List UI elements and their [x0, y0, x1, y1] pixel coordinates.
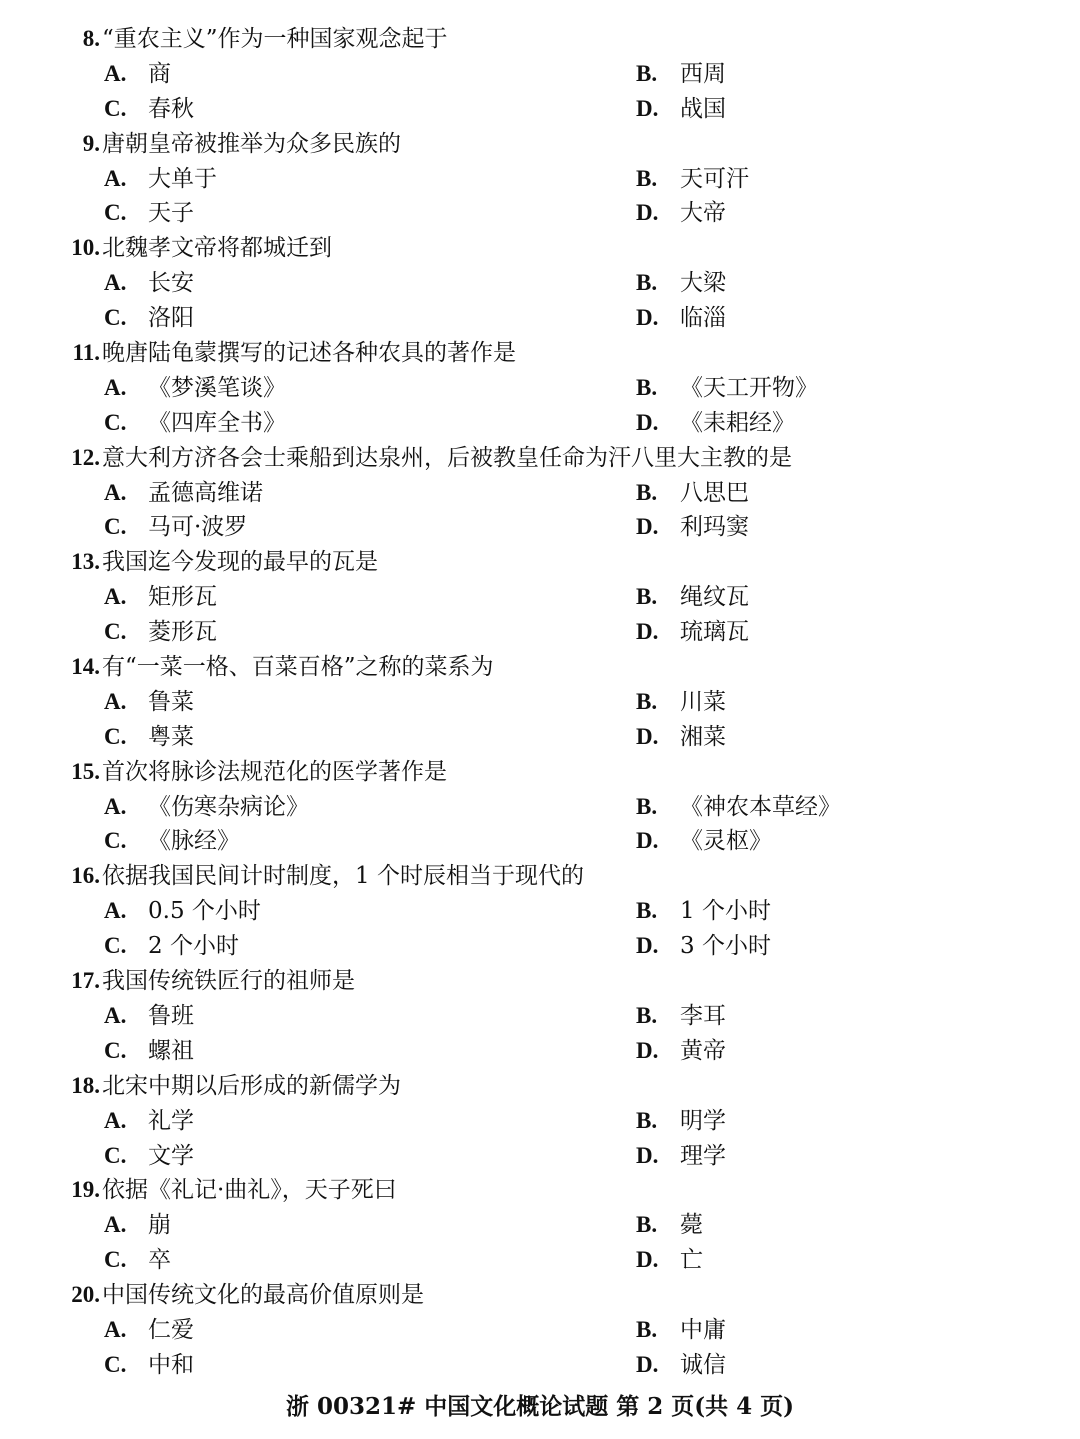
- option-letter: C.: [104, 305, 127, 331]
- question-item: [0, 336, 1080, 441]
- option-text: 商: [148, 60, 171, 87]
- question-number: 19.: [71, 1177, 100, 1203]
- question-item: [0, 545, 1080, 650]
- answer-option: [104, 196, 194, 231]
- answer-option: [636, 580, 749, 615]
- answer-option: [104, 1243, 171, 1278]
- question-number: 17.: [71, 968, 100, 994]
- answer-option: [104, 162, 217, 197]
- option-row: [0, 929, 1080, 964]
- answer-option: [104, 406, 286, 441]
- option-letter: C.: [104, 723, 127, 749]
- answer-option: [636, 1208, 703, 1243]
- question-text: 有“一菜一格、百菜百格”之称的菜系为: [102, 654, 494, 681]
- option-letter: B.: [636, 1316, 658, 1342]
- option-letter: C.: [104, 95, 127, 121]
- option-letter: B.: [636, 270, 658, 296]
- option-letter: D.: [636, 1142, 659, 1168]
- option-text: 川菜: [680, 688, 726, 715]
- option-row: [0, 301, 1080, 336]
- question-list: [0, 22, 1080, 1383]
- option-letter: B.: [636, 1002, 658, 1028]
- option-text: 菱形瓦: [148, 619, 217, 646]
- answer-option: [636, 824, 772, 859]
- option-text: 《梦溪笔谈》: [148, 374, 286, 401]
- option-letter: D.: [636, 95, 659, 121]
- answer-option: [104, 720, 194, 755]
- answer-option: [104, 999, 194, 1034]
- option-row: [0, 824, 1080, 859]
- question-item: [0, 127, 1080, 232]
- answer-option: [104, 1208, 171, 1243]
- option-letter: D.: [636, 828, 659, 854]
- answer-option: [636, 406, 795, 441]
- question-stem: [0, 441, 1080, 476]
- answer-option: [104, 1313, 194, 1348]
- option-text: 利玛窦: [680, 514, 749, 541]
- option-text: 《神农本草经》: [680, 793, 841, 820]
- option-letter: D.: [636, 723, 659, 749]
- answer-option: [636, 929, 771, 964]
- question-text: 依据《礼记·曲礼》，天子死曰: [102, 1177, 397, 1204]
- option-letter: A.: [104, 374, 127, 400]
- option-letter: B.: [636, 479, 658, 505]
- option-text: 琉璃瓦: [680, 619, 749, 646]
- answer-option: [636, 266, 726, 301]
- question-stem: [0, 127, 1080, 162]
- option-letter: C.: [104, 200, 127, 226]
- option-text: 中庸: [680, 1316, 726, 1343]
- option-text: 3 个小时: [680, 933, 771, 960]
- option-text: 仁爱: [148, 1316, 194, 1343]
- option-text: 螺祖: [148, 1037, 194, 1064]
- question-number: 14.: [71, 654, 100, 680]
- option-text: 天子: [148, 200, 194, 227]
- answer-option: [104, 790, 309, 825]
- option-letter: D.: [636, 619, 659, 645]
- option-letter: D.: [636, 409, 659, 435]
- option-letter: D.: [636, 200, 659, 226]
- option-row: [0, 999, 1080, 1034]
- answer-option: [636, 720, 726, 755]
- answer-option: [104, 929, 239, 964]
- option-row: [0, 894, 1080, 929]
- question-text: 我国迄今发现的最早的瓦是: [102, 549, 378, 576]
- option-text: 中和: [148, 1351, 194, 1378]
- answer-option: [104, 894, 261, 929]
- option-text: 临淄: [680, 305, 726, 332]
- option-text: 绳纹瓦: [680, 584, 749, 611]
- question-text: 意大利方济各会士乘船到达泉州，后被教皇任命为汗八里大主教的是: [102, 444, 792, 471]
- option-letter: A.: [104, 688, 127, 714]
- option-text: 西周: [680, 60, 726, 87]
- option-text: 明学: [680, 1107, 726, 1134]
- question-number: 11.: [72, 340, 100, 366]
- answer-option: [636, 685, 726, 720]
- option-letter: A.: [104, 165, 127, 191]
- answer-option: [636, 57, 726, 92]
- answer-option: [636, 1104, 726, 1139]
- option-row: [0, 57, 1080, 92]
- answer-option: [636, 894, 771, 929]
- option-row: [0, 1313, 1080, 1348]
- option-text: 崩: [148, 1212, 171, 1239]
- question-text: 我国传统铁匠行的祖师是: [102, 968, 355, 995]
- option-letter: B.: [636, 374, 658, 400]
- option-letter: A.: [104, 584, 127, 610]
- option-text: 天可汗: [680, 165, 749, 192]
- question-item: [0, 22, 1080, 127]
- answer-option: [636, 162, 749, 197]
- option-row: [0, 476, 1080, 511]
- answer-option: [636, 1348, 726, 1383]
- option-text: 鲁班: [148, 1002, 194, 1029]
- option-text: 2 个小时: [148, 933, 239, 960]
- option-letter: C.: [104, 1247, 127, 1273]
- question-item: [0, 1173, 1080, 1278]
- option-row: [0, 1104, 1080, 1139]
- option-text: 《耒耜经》: [680, 409, 795, 436]
- option-text: 《伤寒杂病论》: [148, 793, 309, 820]
- answer-option: [636, 999, 726, 1034]
- question-stem: [0, 1278, 1080, 1313]
- option-letter: B.: [636, 584, 658, 610]
- option-text: 1 个小时: [680, 898, 771, 925]
- option-text: 李耳: [680, 1002, 726, 1029]
- question-text: 唐朝皇帝被推举为众多民族的: [102, 130, 401, 157]
- option-text: 薨: [680, 1212, 703, 1239]
- option-letter: B.: [636, 688, 658, 714]
- question-number: 12.: [71, 444, 100, 470]
- option-letter: C.: [104, 828, 127, 854]
- question-text: 依据我国民间计时制度，1 个时辰相当于现代的: [102, 863, 584, 890]
- option-letter: A.: [104, 1107, 127, 1133]
- option-letter: C.: [104, 1142, 127, 1168]
- option-letter: A.: [104, 898, 127, 924]
- option-letter: B.: [636, 60, 658, 86]
- option-text: 鲁菜: [148, 688, 194, 715]
- option-letter: D.: [636, 1037, 659, 1063]
- question-number: 9.: [82, 130, 100, 156]
- question-number: 8.: [82, 26, 100, 51]
- question-number: 18.: [71, 1072, 100, 1098]
- question-text: 北宋中期以后形成的新儒学为: [102, 1072, 401, 1099]
- question-text: 晚唐陆龟蒙撰写的记述各种农具的著作是: [102, 340, 516, 367]
- question-stem: [0, 545, 1080, 580]
- page-footer: 浙 00321# 中国文化概论试题 第 2 页(共 4 页): [285, 1393, 795, 1420]
- question-item: [0, 1069, 1080, 1174]
- option-row: [0, 196, 1080, 231]
- answer-option: [636, 615, 749, 650]
- option-text: 0.5 个小时: [148, 898, 261, 925]
- answer-option: [636, 301, 726, 336]
- answer-option: [104, 1104, 194, 1139]
- option-row: [0, 615, 1080, 650]
- option-letter: A.: [104, 793, 127, 819]
- answer-option: [636, 1139, 726, 1174]
- answer-option: [636, 476, 749, 511]
- option-row: [0, 685, 1080, 720]
- option-letter: D.: [636, 1247, 659, 1273]
- option-row: [0, 1139, 1080, 1174]
- answer-option: [104, 510, 247, 545]
- question-number: 20.: [71, 1282, 100, 1308]
- answer-option: [104, 1139, 194, 1174]
- option-row: [0, 1348, 1080, 1383]
- option-row: [0, 92, 1080, 127]
- answer-option: [104, 1034, 194, 1069]
- option-row: [0, 371, 1080, 406]
- option-text: 文学: [148, 1142, 194, 1169]
- option-text: 理学: [680, 1142, 726, 1169]
- question-item: [0, 1278, 1080, 1383]
- answer-option: [104, 371, 286, 406]
- option-letter: C.: [104, 514, 127, 540]
- answer-option: [104, 685, 194, 720]
- question-stem: [0, 1173, 1080, 1208]
- question-text: 北魏孝文帝将都城迁到: [102, 235, 332, 262]
- option-text: 亡: [680, 1247, 703, 1274]
- option-text: 大梁: [680, 270, 726, 297]
- option-letter: A.: [104, 1316, 127, 1342]
- option-row: [0, 510, 1080, 545]
- option-letter: D.: [636, 1351, 659, 1377]
- option-row: [0, 790, 1080, 825]
- question-stem: [0, 231, 1080, 266]
- option-text: 《脉经》: [148, 828, 240, 855]
- answer-option: [104, 57, 171, 92]
- answer-option: [636, 1313, 726, 1348]
- question-number: 16.: [71, 863, 100, 889]
- answer-option: [104, 301, 194, 336]
- question-text: 首次将脉诊法规范化的医学著作是: [102, 758, 447, 785]
- question-item: [0, 859, 1080, 964]
- answer-option: [636, 1034, 726, 1069]
- option-letter: A.: [104, 270, 127, 296]
- option-row: [0, 720, 1080, 755]
- question-item: [0, 441, 1080, 546]
- option-letter: A.: [104, 1002, 127, 1028]
- option-letter: C.: [104, 409, 127, 435]
- question-item: [0, 964, 1080, 1069]
- option-text: 湘菜: [680, 723, 726, 750]
- option-text: 长安: [148, 270, 194, 297]
- answer-option: [104, 1348, 194, 1383]
- question-item: [0, 231, 1080, 336]
- option-text: 大单于: [148, 165, 217, 192]
- option-text: 春秋: [148, 95, 194, 122]
- answer-option: [104, 615, 217, 650]
- option-text: 矩形瓦: [148, 584, 217, 611]
- option-text: 《天工开物》: [680, 374, 818, 401]
- option-letter: A.: [104, 60, 127, 86]
- option-letter: B.: [636, 898, 658, 924]
- answer-option: [636, 371, 818, 406]
- option-letter: C.: [104, 1037, 127, 1063]
- option-row: [0, 580, 1080, 615]
- option-row: [0, 1243, 1080, 1278]
- option-text: 《灵枢》: [680, 828, 772, 855]
- question-item: [0, 650, 1080, 755]
- question-text: “重农主义”作为一种国家观念起于: [102, 26, 448, 52]
- question-stem: [0, 22, 1080, 57]
- answer-option: [104, 92, 194, 127]
- option-letter: D.: [636, 933, 659, 959]
- answer-option: [104, 266, 194, 301]
- option-text: 粤菜: [148, 723, 194, 750]
- question-stem: [0, 755, 1080, 790]
- option-text: 洛阳: [148, 305, 194, 332]
- option-row: [0, 1034, 1080, 1069]
- option-letter: C.: [104, 619, 127, 645]
- option-text: 马可·波罗: [148, 514, 248, 541]
- option-text: 礼学: [148, 1107, 194, 1134]
- option-text: 《四库全书》: [148, 409, 286, 436]
- answer-option: [636, 92, 726, 127]
- answer-option: [104, 476, 263, 511]
- question-stem: [0, 650, 1080, 685]
- option-letter: D.: [636, 305, 659, 331]
- question-stem: [0, 336, 1080, 371]
- option-letter: C.: [104, 1351, 127, 1377]
- option-text: 大帝: [680, 200, 726, 227]
- answer-option: [636, 196, 726, 231]
- question-number: 13.: [71, 549, 100, 575]
- question-text: 中国传统文化的最高价值原则是: [102, 1282, 424, 1309]
- question-item: [0, 755, 1080, 860]
- option-letter: A.: [104, 479, 127, 505]
- option-row: [0, 266, 1080, 301]
- question-stem: [0, 859, 1080, 894]
- option-letter: A.: [104, 1212, 127, 1238]
- option-text: 孟德高维诺: [148, 479, 263, 506]
- option-text: 八思巴: [680, 479, 749, 506]
- answer-option: [636, 1243, 703, 1278]
- option-text: 战国: [680, 95, 726, 122]
- option-row: [0, 406, 1080, 441]
- option-text: 诚信: [680, 1351, 726, 1378]
- option-row: [0, 162, 1080, 197]
- option-letter: D.: [636, 514, 659, 540]
- option-letter: C.: [104, 933, 127, 959]
- answer-option: [636, 510, 749, 545]
- question-stem: [0, 1069, 1080, 1104]
- question-number: 15.: [71, 758, 100, 784]
- answer-option: [104, 824, 240, 859]
- option-letter: B.: [636, 793, 658, 819]
- question-number: 10.: [71, 235, 100, 261]
- option-letter: B.: [636, 165, 658, 191]
- option-letter: B.: [636, 1212, 658, 1238]
- option-text: 卒: [148, 1247, 171, 1274]
- option-letter: B.: [636, 1107, 658, 1133]
- option-row: [0, 1208, 1080, 1243]
- answer-option: [104, 580, 217, 615]
- question-stem: [0, 964, 1080, 999]
- option-text: 黄帝: [680, 1037, 726, 1064]
- answer-option: [636, 790, 841, 825]
